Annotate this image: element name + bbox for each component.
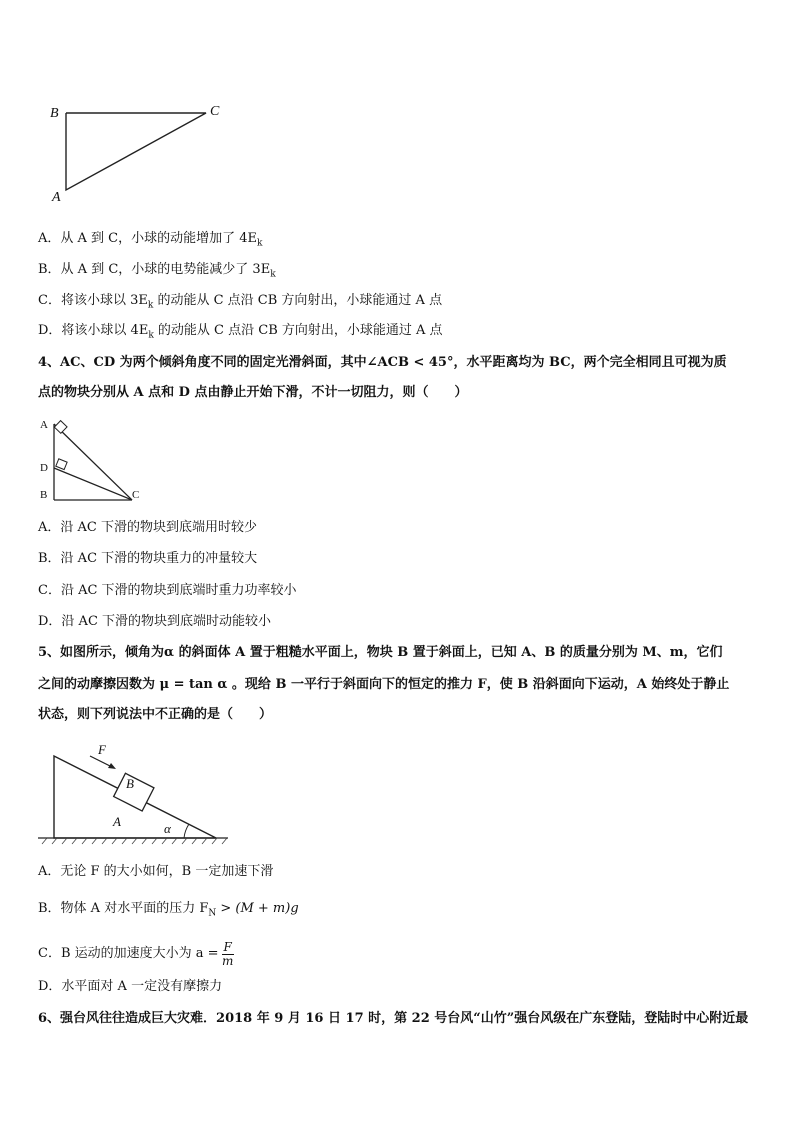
q5-option-b: B．物体 A 对水平面的压力 $F_N > (M + m)g$ bbox=[38, 901, 299, 919]
figure-triangle-abc bbox=[40, 95, 240, 205]
q3-option-a: A．从 A 到 C，小球的动能增加了 $4E_k$ bbox=[38, 231, 263, 249]
label-c: C bbox=[210, 104, 220, 119]
label-b: B bbox=[40, 489, 48, 501]
q4-option-a: A．沿 AC 下滑的物块到底端用时较少 bbox=[38, 520, 257, 535]
q3-option-d: D．将该小球以 $4E_k$ 的动能从 C 点沿 CB 方向射出，小球能通过 A 点 bbox=[38, 323, 443, 341]
label-a: A bbox=[113, 814, 121, 829]
label-b: B bbox=[50, 106, 59, 121]
q3-option-c: C．将该小球以 $3E_k$ 的动能从 C 点沿 CB 方向射出，小球能通过 A 点 bbox=[38, 293, 443, 311]
q5-option-d: D．水平面对 A 一定没有摩擦力 bbox=[38, 979, 223, 994]
figure-incline-block bbox=[38, 738, 238, 848]
label-a: A bbox=[40, 419, 48, 431]
label-d: D bbox=[40, 462, 48, 474]
q4-option-c: C．沿 AC 下滑的物块到底端时重力功率较小 bbox=[38, 583, 297, 598]
label-c: C bbox=[132, 489, 140, 501]
q5-option-c: C．B 运动的加速度大小为 a = $\frac{F}{m}$ bbox=[38, 940, 234, 968]
q5-stem-line3: 状态，则下列说法中不正确的是（ ） bbox=[38, 707, 273, 722]
q4-option-d: D．沿 AC 下滑的物块到底端时动能较小 bbox=[38, 614, 272, 629]
q4-stem-line2: 点的物块分别从 A 点和 D 点由静止开始下滑，不计一切阻力，则（ ） bbox=[38, 385, 468, 400]
label-b: B bbox=[126, 776, 134, 791]
q4-option-b: B．沿 AC 下滑的物块重力的冲量较大 bbox=[38, 551, 258, 566]
figure-two-inclines bbox=[36, 416, 156, 506]
q4-stem-line1: 4、AC、CD 为两个倾斜角度不同的固定光滑斜面，其中∠ACB < 45°，水平距离均为 BC，两个完全相同且可视为质 bbox=[38, 355, 727, 370]
q5-stem-line1: 5、如图所示，倾角为α 的斜面体 A 置于粗糙水平面上，物块 B 置于斜面上，已知 A、B 的质量分别为 M、m，它们 bbox=[38, 645, 723, 660]
fraction-f-over-m: $\frac{F}{m}$ bbox=[222, 940, 234, 968]
label-alpha: α bbox=[164, 821, 171, 836]
label-f: F bbox=[98, 742, 106, 757]
q3-option-b: B．从 A 到 C，小球的电势能减少了 $3E_k$ bbox=[38, 262, 276, 280]
q5-option-a: A．无论 F 的大小如何，B 一定加速下滑 bbox=[38, 864, 274, 879]
q6-stem-line1: 6、强台风往往造成巨大灾难．2018 年 9 月 16 日 17 时，第 22 号台风“山竹”强台风级在广东登陆，登陆时中心附近最 bbox=[38, 1011, 749, 1026]
label-a: A bbox=[52, 190, 61, 205]
q5-stem-line2: 之间的动摩擦因数为 μ = tan α 。现给 B 一平行于斜面向下的恒定的推力 F，使 B 沿斜面向下运动，A 始终处于静止 bbox=[38, 677, 730, 692]
